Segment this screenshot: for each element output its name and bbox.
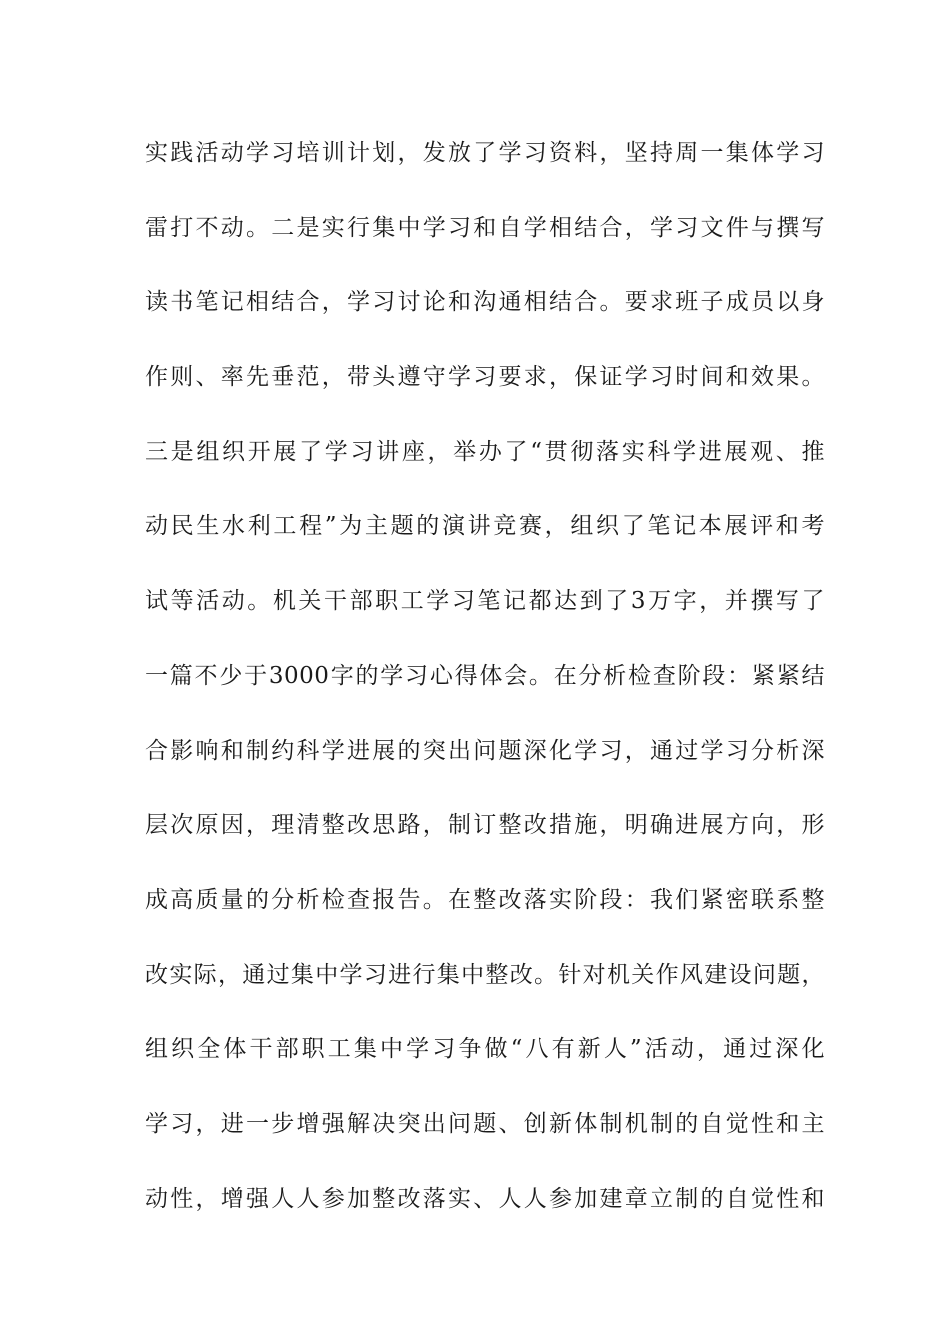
body-text: [145, 128, 825, 1248]
text-line: 作则、率先垂范，带头遵守学习要求，保证学习时间和效果。: [145, 364, 825, 391]
text-line: 三是组织开展了学习讲座，举办了“贯彻落实科学进展观、推: [145, 438, 825, 465]
text-line: 实践活动学习培训计划，发放了学习资料，坚持周一集体学习: [145, 140, 825, 166]
text-line: 动民生水利工程”为主题的演讲竞赛，组织了笔记本展评和考: [145, 513, 825, 540]
text-line: 读书笔记相结合，学习讨论和沟通相结合。要求班子成员以身: [145, 289, 825, 316]
text-line: 动性，增强人人参加整改落实、人人参加建章立制的自觉性和: [145, 1185, 825, 1212]
text-line: 成高质量的分析检查报告。在整改落实阶段：我们紧密联系整: [145, 886, 825, 913]
text-line: 组织全体干部职工集中学习争做“八有新人”活动，通过深化: [145, 1036, 825, 1063]
text-line: 一篇不少于3000字的学习心得体会。在分析检查阶段：紧紧结: [145, 662, 825, 689]
text-line: 改实际，通过集中学习进行集中整改。针对机关作风建设问题，: [145, 961, 825, 988]
text-line: 层次原因，理清整改思路，制订整改措施，明确进展方向，形: [145, 812, 825, 839]
text-line: 学习，进一步增强解决突出问题、创新体制机制的自觉性和主: [145, 1110, 825, 1137]
text-line: 雷打不动。二是实行集中学习和自学相结合，学习文件与撰写: [145, 214, 825, 241]
text-line: 合影响和制约科学进展的突出问题深化学习，通过学习分析深: [145, 737, 825, 764]
text-line: 试等活动。机关干部职工学习笔记都达到了3万字，并撰写了: [145, 588, 825, 615]
